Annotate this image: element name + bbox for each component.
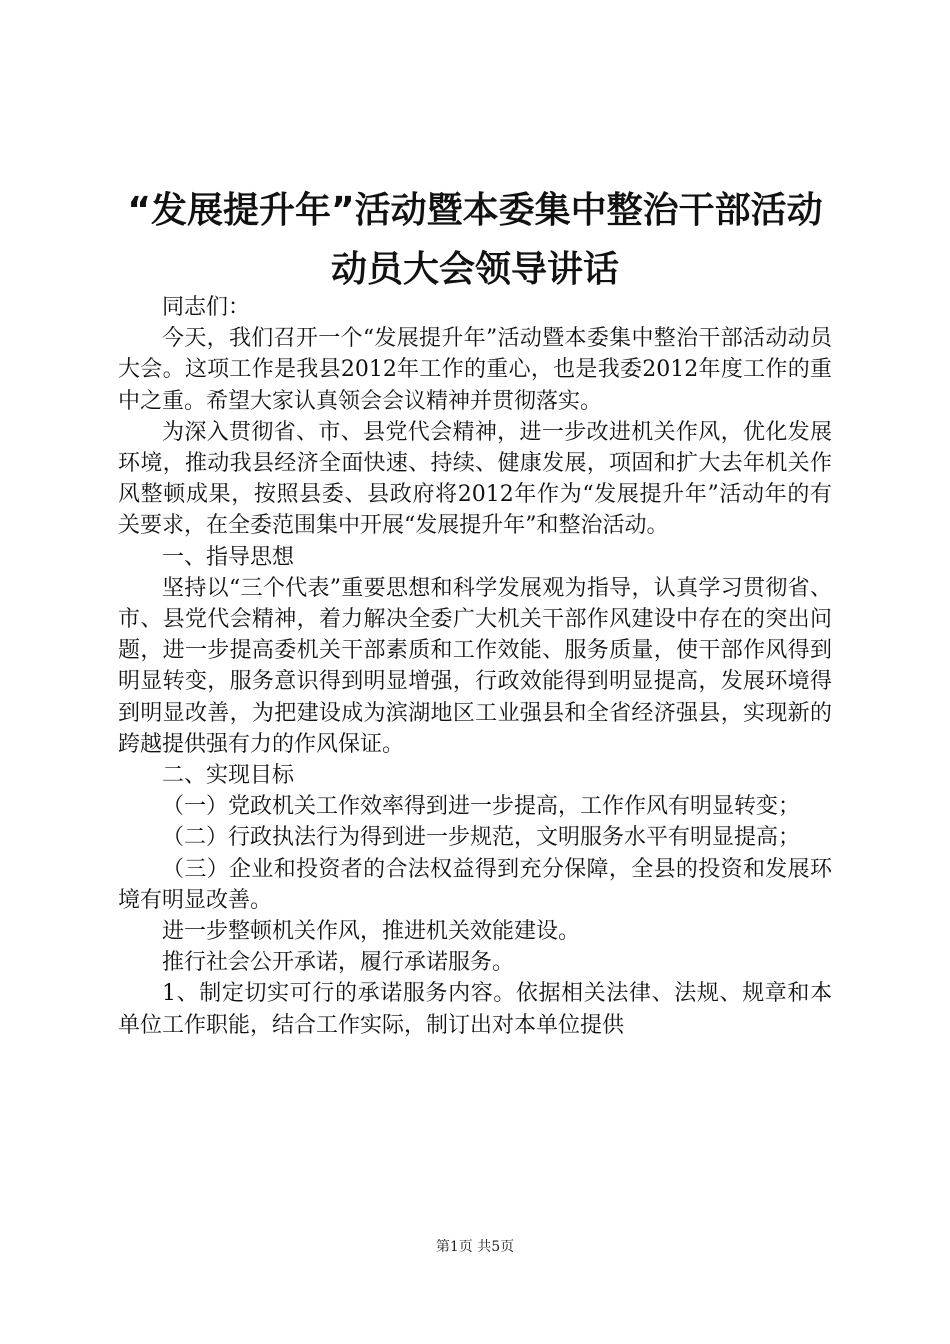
paragraph-commitment: 推行社会公开承诺，履行承诺服务。 (162, 950, 515, 976)
section-heading-goals: 二、实现目标 (162, 763, 295, 789)
section-heading-guiding-thought: 一、指导思想 (162, 544, 295, 570)
paragraph-background: 为深入贯彻省、市、县党代会精神，进一步改进机关作风，优化发展环境，推动我县经济全面快速、持续、健康发展，项固和扩大去年机关作风整顿成果，按照县委、县政府将2012年作为“发展提升年”活动年的有关要求，在全委范围集中开展“发展提升年”和整治活动。 (118, 419, 832, 539)
document-title-line-1: “发展提升年”活动暨本委集中整治干部活动 (127, 190, 823, 231)
document-body (118, 292, 832, 1041)
paragraph-guiding-thought: 坚持以“三个代表”重要思想和科学发展观为指导，认真学习贯彻省、市、县党代会精神，着力解决全委广大机关干部作风建设中存在的突出问题，进一步提高委机关干部素质和工作效能、服务质量，使干部作风得到明显转变，服务意识得到明显增强，行政效能得到明显提高，发展环境得到明显改善，为把建设成为滨湖地区工业强县和全省经济强县，实现新的跨越提供强有力的作风保证。 (118, 575, 832, 757)
paragraph-intro: 今天，我们召开一个“发展提升年”活动暨本委集中整治干部活动动员大会。这项工作是我县2012年工作的重心，也是我委2012年度工作的重中之重。希望大家认真领会会议精神并贯彻落实。 (118, 326, 832, 414)
paragraph-rectify: 进一步整顿机关作风，推进机关效能建设。 (162, 919, 581, 945)
goal-item-1: （一）党政机关工作效率得到进一步提高，工作作风有明显转变； (162, 794, 801, 820)
document-title-line-2: 动员大会领导讲话 (330, 249, 619, 290)
goal-item-3: （三）企业和投资者的合法权益得到充分保障，全县的投资和发展环境有明显改善。 (118, 856, 832, 913)
list-item-1: 1、制定切实可行的承诺服务内容。依据相关法律、法规、规章和本单位工作职能，结合工作实际，制订出对本单位提供 (118, 981, 832, 1038)
salutation: 同志们： (162, 295, 251, 320)
page-footer: 第1页 共5页 (435, 1239, 515, 1255)
goal-item-2: （二）行政执法行为得到进一步规范，文明服务水平有明显提高； (162, 825, 801, 851)
